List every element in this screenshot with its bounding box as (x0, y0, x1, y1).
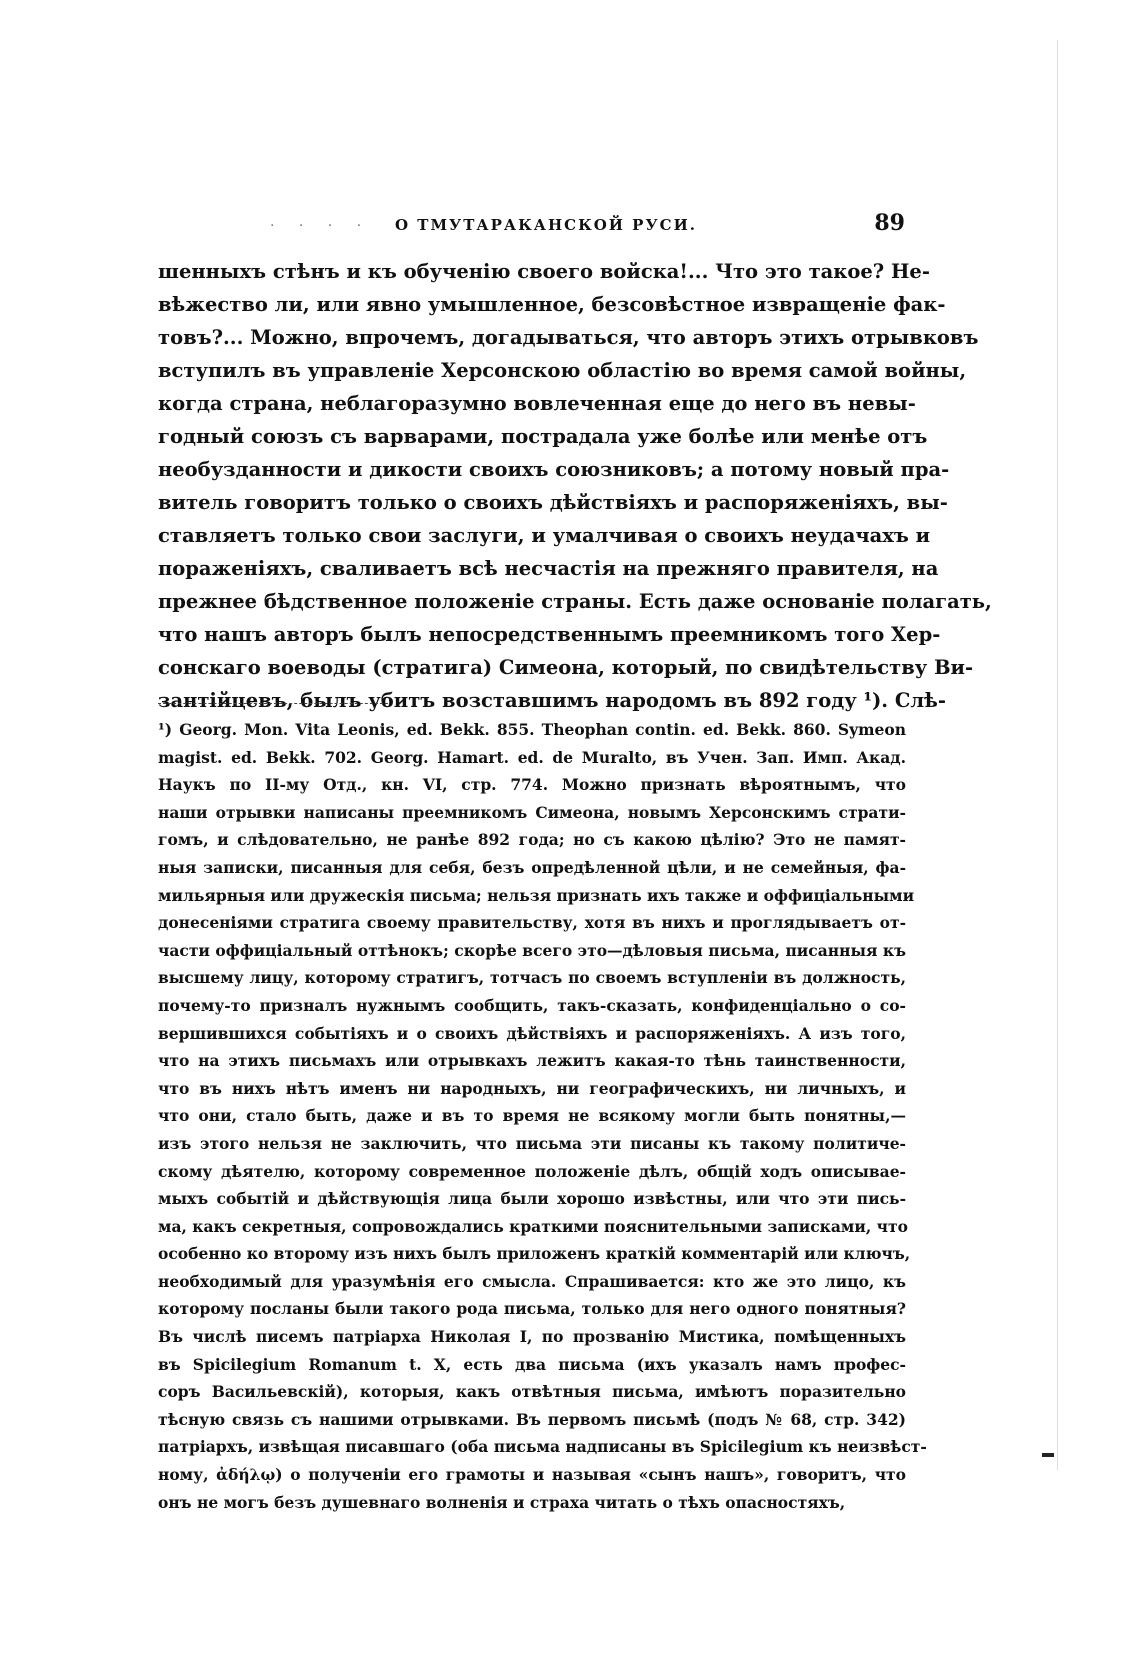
footnote-line: Въ числѣ писемъ патріарха Николая I, по прозванію Мистика, помѣщенныхъ (158, 1327, 906, 1347)
footnote-line: высшему лицу, которому стратигъ, тотчасъ по своемъ вступленіи въ должность, (158, 968, 906, 988)
footnote-line: патріархъ, извѣщая писавшаго (оба письма надписаны въ Spicilegium къ неизвѣст- (158, 1437, 927, 1457)
text-line: сонскаго воеводы (стратига) Симеона, который, по свидѣтельству Ви- (158, 656, 974, 679)
text-line: годный союзъ съ варварами, пострадала уже болѣе или менѣе отъ (158, 425, 928, 448)
text-line: что нашъ авторъ былъ непосредственнымъ преемникомъ того Хер- (158, 623, 941, 646)
running-header (160, 210, 905, 244)
footnote-line: что въ нихъ нѣтъ именъ ни народныхъ, ни географическихъ, ни личныхъ, и (158, 1078, 906, 1098)
text-line: необузданности и дикости своихъ союзниковъ; а потому новый пра- (158, 458, 950, 481)
text-line: прежнее бѣдственное положеніе страны. Есть даже основаніе полагать, (158, 590, 992, 613)
footnote-line: соръ Васильевскій), которыя, какъ отвѣтныя письма, имѣютъ поразительно (158, 1382, 906, 1402)
footnote-line: донесеніями стратига своему правительству, хотя въ нихъ и проглядываетъ от- (158, 913, 906, 933)
footnote-line: гомъ, и слѣдовательно, не ранѣе 892 года; но съ какою цѣлію? Это не памят- (158, 830, 906, 850)
text-line: товъ?... Можно, впрочемъ, догадываться, что авторъ этихъ отрывковъ (158, 326, 979, 349)
footnote-line: вершившихся событіяхъ и о своихъ дѣйствіяхъ и распоряженіяхъ. А изъ того, (158, 1023, 906, 1043)
footnote-line: ному, ἀδήλῳ) о полученіи его грамоты и называя «сынъ нашъ», говоритъ, что (158, 1465, 906, 1485)
text-line: вступилъ въ управленіе Херсонскою областію во время самой войны, (158, 359, 967, 382)
header-dots: · · · · (270, 218, 372, 234)
footnote-line: части оффиціальный оттѣнокъ; скорѣе всего это—дѣловыя письма, писанныя къ (158, 940, 906, 960)
footnote-line: ма, какъ секретныя, сопровождались краткими пояснительными записками, что (158, 1216, 908, 1236)
text-line: шенныхъ стѣнъ и къ обученію своего войска!... Что это такое? Не- (158, 260, 930, 283)
text-line: когда страна, неблагоразумно вовлеченная еще до него въ невы- (158, 392, 916, 415)
text-line: вѣжество ли, или явно умышленное, безсовѣстное извращеніе фак- (158, 293, 946, 316)
footnote-line: что на этихъ письмахъ или отрывкахъ лежитъ какая-то тѣнь таинственности, (158, 1051, 906, 1071)
footnote-line: тѣсную связь съ нашими отрывками. Въ первомъ письмѣ (подъ № 68, стр. 342) (158, 1409, 906, 1429)
footnote-line: почему-то призналъ нужнымъ сообщить, такъ-сказать, конфиденціально о со- (158, 995, 906, 1015)
footnote-line: наши отрывки написаны преемникомъ Симеона, новымъ Херсонскимъ страти- (158, 802, 906, 822)
footnote-line: ныя записки, писанныя для себя, безъ опредѣленной цѣли, и не семейныя, фа- (158, 857, 906, 877)
main-text (158, 255, 992, 717)
page-edge-line (1057, 40, 1058, 1470)
margin-mark (1042, 1453, 1054, 1457)
footnote-line: особенно ко второму изъ нихъ былъ приложенъ краткій комментарій или ключъ, (158, 1244, 911, 1264)
footnote-line: ¹) Georg. Mon. Vita Leonis, ed. Bekk. 855. Theophan contin. ed. Bekk. 860. Symeon (158, 720, 906, 739)
page-number: 89 (874, 210, 905, 236)
footnote-line: мыхъ событій и дѣйствующія лица были хорошо извѣстны, или что эти пись- (158, 1189, 906, 1209)
text-line: витель говоритъ только о своихъ дѣйствіяхъ и распоряженіяхъ, вы- (158, 491, 948, 514)
footnote-line: изъ этого нельзя не заключить, что письма эти писаны къ такому политиче- (158, 1133, 906, 1153)
text-line: пораженіяхъ, сваливаетъ всѣ несчастія на прежняго правителя, на (158, 557, 939, 580)
footnote-line: онъ не могъ безъ душевнаго волненія и страха читать о тѣхъ опасностяхъ, (158, 1492, 846, 1512)
footnote-line: мильярныя или дружескія письма; нельзя признать ихъ также и оффиціальными (158, 885, 915, 905)
footnote-line: скому дѣятелю, которому современное положеніе дѣлъ, общій ходъ описывае- (158, 1161, 906, 1181)
footnote-line: magist. ed. Bekk. 702. Georg. Hamart. ed. de Muralto, въ Учен. Зап. Имп. Акад. (158, 747, 906, 767)
text-line: зантійцевъ, былъ убитъ возставшимъ народомъ въ 892 году ¹). Слѣ- (158, 689, 946, 712)
footnote-line: что они, стало быть, даже и въ то время не всякому могли быть понятны,— (158, 1106, 906, 1126)
footnote-line: необходимый для уразумѣнія его смысла. Спрашивается: кто же это лицо, къ (158, 1271, 906, 1291)
footnote-line: которому посланы были такого рода письма, только для него одного понятныя? (158, 1299, 906, 1319)
text-line: ставляетъ только свои заслуги, и умалчивая о своихъ неудачахъ и (158, 524, 931, 547)
footnote-line: въ Spicilegium Romanum t. X, есть два письма (ихъ указалъ намъ профес- (158, 1354, 906, 1374)
footnote-separator (158, 703, 388, 704)
footnote-line: Наукъ по II-му Отд., кн. VI, стр. 774. Можно признать вѣроятнымъ, что (158, 775, 906, 795)
header-title: О ТМУТАРАКАНСКОЙ РУСИ. (395, 216, 697, 234)
footnote (158, 716, 927, 1516)
